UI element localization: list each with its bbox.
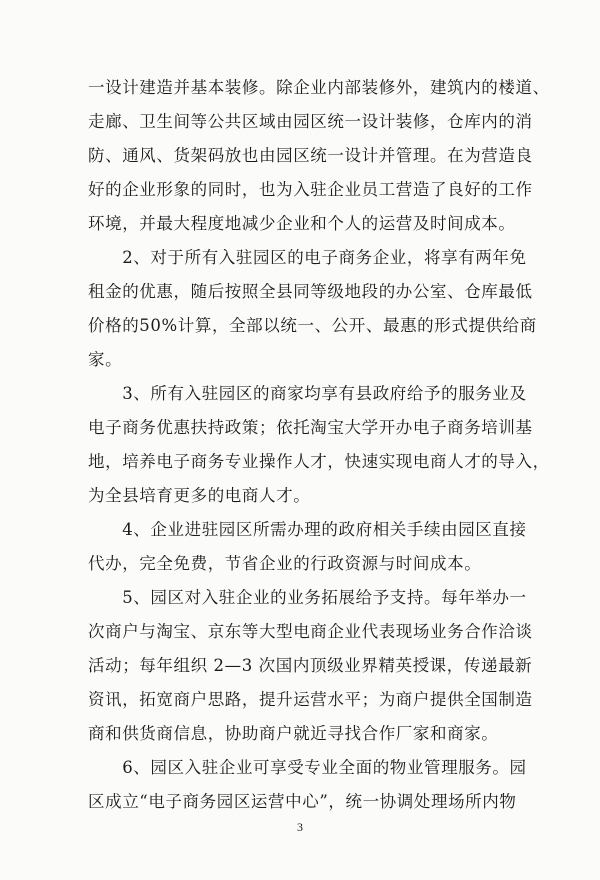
text-line: 价格的50%计算，全部以统一、公开、最惠的形式提供给商 bbox=[88, 316, 537, 335]
text-line: 地，培养电子商务专业操作人才，快速实现电商人才的导入， bbox=[88, 452, 550, 471]
page-number: 3 bbox=[297, 820, 303, 834]
text-line: 防、通风、货架码放也由园区统一设计并管理。在为营造良 bbox=[88, 146, 533, 165]
text-line: 电子商务优惠扶持政策；依托淘宝大学开办电子商务培训基 bbox=[88, 418, 533, 437]
text-line: 商和供货商信息，协助商户就近寻找合作厂家和商家。 bbox=[88, 724, 499, 743]
text-line: 活动；每年组织 2—3 次国内顶级业界精英授课，传递最新 bbox=[88, 656, 533, 675]
text-line: 好的企业形象的同时，也为入驻企业员工营造了良好的工作 bbox=[88, 180, 533, 199]
text-line: 代办，完全免费，节省企业的行政资源与时间成本。 bbox=[88, 554, 482, 573]
text-line: 3、所有入驻园区的商家均享有县政府给予的服务业及 bbox=[88, 384, 527, 403]
text-line: 租金的优惠，随后按照全县同等级地段的办公室、仓库最低 bbox=[88, 282, 533, 301]
text-line: 5、园区对入驻企业的业务拓展给予支持。每年举办一 bbox=[88, 588, 527, 607]
text-line: 4、企业进驻园区所需办理的政府相关手续由园区直接 bbox=[88, 520, 527, 539]
text-line: 走廊、卫生间等公共区域由园区统一设计装修，仓库内的消 bbox=[88, 112, 533, 131]
text-line: 6、园区入驻企业可享受专业全面的物业管理服务。园 bbox=[88, 758, 527, 777]
text-line: 为全县培育更多的电商人才。 bbox=[88, 486, 311, 505]
text-line: 一设计建造并基本装修。除企业内部装修外，建筑内的楼道、 bbox=[88, 78, 550, 97]
text-line: 2、对于所有入驻园区的电子商务企业，将享有两年免 bbox=[88, 248, 527, 267]
text-line: 环境，并最大程度地减少企业和个人的运营及时间成本。 bbox=[88, 214, 516, 233]
text-line: 区成立“电子商务园区运营中心”，统一协调处理场所内物 bbox=[88, 792, 517, 811]
text-line: 资讯，拓宽商户思路，提升运营水平；为商户提供全国制造 bbox=[88, 690, 533, 709]
text-line: 次商户与淘宝、京东等大型电商企业代表现场业务合作洽谈 bbox=[88, 622, 533, 641]
text-line: 家。 bbox=[88, 350, 123, 369]
